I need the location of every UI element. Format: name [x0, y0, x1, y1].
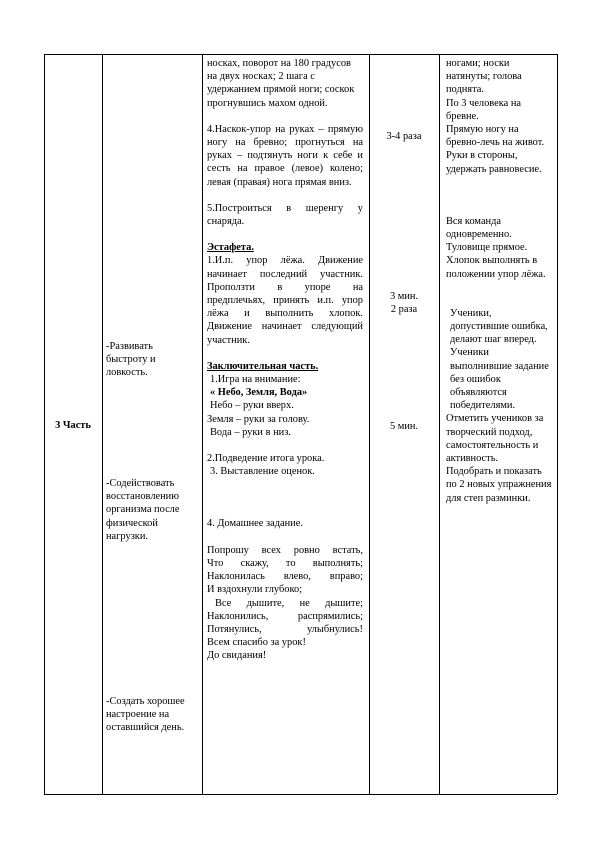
game-title: 1.Игра на внимание: [210, 374, 301, 386]
game-rule-water: Вода – руки в низ. [210, 426, 291, 438]
poem-line: Наклонились, распрямились; [207, 610, 363, 622]
poem-line: Потянулись, улыбнулись! [207, 623, 363, 635]
relay-description: 1.И.п. упор лёжа. Движение начинает последний участник. Проползти в упоре на предплечьях, принять и.п. упор лёжа и выполнить хлопок. Движение начинает следующий участник. [207, 255, 363, 346]
note: Подобрать и показать по 2 новых упражнения для степ разминки. [446, 466, 552, 504]
objective-recovery: -Содействовать восстановлению организма после физической нагрузки. [106, 478, 180, 542]
grades-item: 3. Выставление оценок. [210, 466, 315, 478]
note: Руки в стороны, удержать равновесие. [446, 150, 542, 175]
column-divider-2 [202, 54, 203, 794]
dosage-reps: 3-4 раза [386, 131, 422, 142]
game-name: « Небо, Земля, Вода» [210, 387, 308, 399]
dosage-time-5: 5 мин. [389, 421, 419, 432]
column-divider-4 [439, 54, 440, 794]
homework-item: 4. Домашнее задание. [207, 518, 303, 530]
poem-line: И вздохнули глубоко; [207, 584, 303, 596]
relay-title: Эстафета. [207, 242, 254, 254]
poem-line: Все дышите, не дышите; [215, 597, 363, 609]
note: Отметить учеников за творческий подход, самостоятельность и активность. [446, 413, 544, 465]
poem-line: До свидания! [207, 650, 267, 662]
table-border-top [44, 54, 557, 55]
table-border-bottom [44, 794, 557, 795]
lesson-content [207, 57, 363, 663]
poem-line: Попрошу всех ровно встать, [207, 544, 363, 556]
table-border-right [557, 54, 558, 794]
note: Хлопок выполнять в положении упор лёжа. [446, 255, 546, 280]
note: ногами; носки натянуты; голова поднята. [446, 58, 522, 96]
column-divider-1 [102, 54, 103, 794]
content-continuation: носках, поворот на 180 градусов на двух носках; 2 шага с удержанием прямой ноги; соскок прогнувшись махом одной. [207, 58, 355, 109]
note: По 3 человека на бревне. [446, 97, 522, 122]
note: Вся команда одновременно. [446, 215, 512, 241]
summary-item: 2.Подведение итога урока. [207, 453, 325, 465]
game-rule-earth: Земля – руки за голову. [207, 413, 310, 425]
poem-line: Наклонилась влево, вправо; [207, 571, 363, 583]
dosage-time-3: 3 мин. [389, 291, 419, 302]
note: Прямую ногу на бревно-лечь на живот. [446, 124, 545, 149]
final-part-title: Заключительная часть. [207, 360, 319, 372]
note: Ученики, допустившие ошибка, делают шаг вперед. Ученики выполнившие задание без ошибок объявляются победителями. [450, 307, 549, 412]
poem-line: Всем спасибо за урок! [207, 637, 306, 649]
note: Туловище прямое. [446, 242, 528, 254]
objective-mood: -Создать хорошее настроение на оставшийся день. [106, 696, 185, 734]
exercise-item-4: 4.Наскок-упор на руках – прямую ногу на бревно; прогнуться на руках – подтянуть ноги к себе и сесть на правое (левое) колено; левая (правая) нога прямая вниз. [207, 123, 363, 188]
part-label: 3 Часть [55, 420, 91, 431]
dosage-reps-2: 2 раза [390, 304, 418, 315]
exercise-item-5: 5.Построиться в шеренгу у снаряда. [207, 202, 363, 228]
notes-column [446, 57, 552, 505]
objective-speed: -Развивать быстроту и ловкость. [106, 341, 156, 379]
poem-line: Что скажу, то выполнять; [207, 557, 363, 569]
game-rule-sky: Небо – руки вверх. [210, 400, 294, 412]
